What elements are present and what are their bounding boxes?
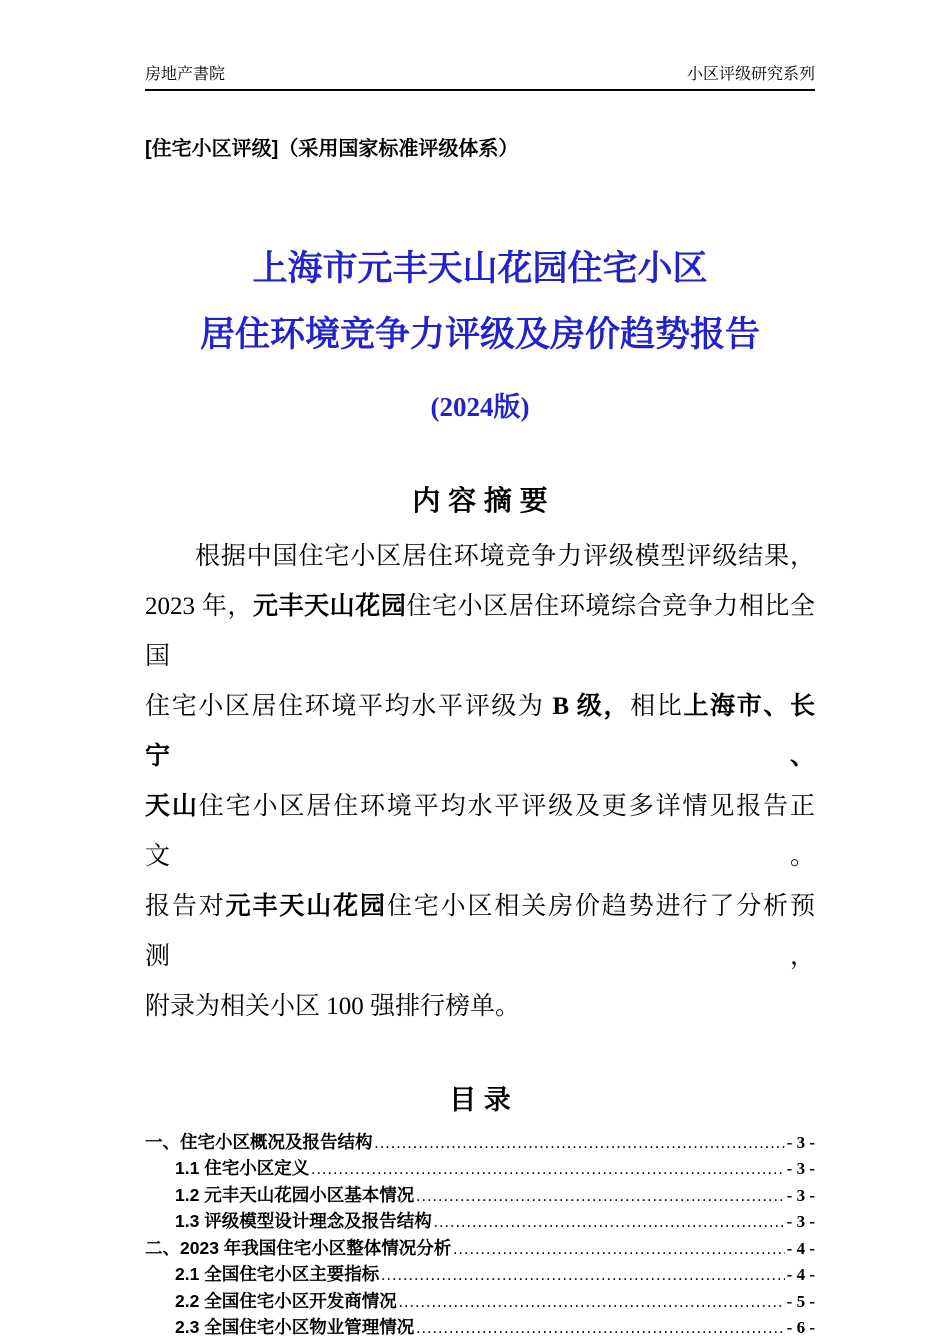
text-segment: 附录为相关小区 100 强排行榜单。 (145, 993, 521, 1021)
report-title-line1: 上海市元丰天山花园住宅小区 (252, 249, 708, 288)
toc-item[interactable] (145, 1236, 815, 1263)
text-segment-bold: 元丰天山花园 (225, 893, 387, 921)
toc-leader-dots (453, 1236, 784, 1263)
summary-line (145, 782, 815, 882)
text-segment: 住宅小区居住环境平均水平评级为 (145, 693, 553, 721)
toc-item[interactable] (145, 1315, 815, 1342)
toc-item-label: 一、住宅小区概况及报告结构 (145, 1131, 373, 1152)
text-segment: 住宅小区居住环境综合竞争力相比全国 (145, 593, 815, 671)
toc-item[interactable] (145, 1209, 815, 1236)
summary-line (145, 982, 815, 1032)
text-segment: 2023 年， (145, 593, 253, 621)
text-segment: 报告对 (145, 893, 226, 921)
summary-line (145, 682, 815, 782)
toc-page-number: - 4 - (786, 1265, 815, 1285)
toc-page-number: - 3 - (786, 1159, 815, 1179)
toc-page-number: - 3 - (786, 1212, 815, 1232)
summary-heading: 内 容 摘 要 (412, 484, 548, 516)
toc-item[interactable] (145, 1183, 815, 1210)
toc-heading: 目 录 (449, 1085, 511, 1116)
toc-leader-dots (416, 1315, 784, 1342)
header-left-text: 房地产書院 (145, 66, 226, 83)
toc-item-label: 1.3 评级模型设计理念及报告结构 (175, 1211, 432, 1232)
toc-page-number: - 3 - (786, 1185, 815, 1205)
text-segment: 相比 (630, 693, 684, 721)
toc-page-number: - 3 - (786, 1132, 815, 1152)
toc-item[interactable] (145, 1130, 815, 1157)
toc-leader-dots (311, 1156, 784, 1183)
toc-item[interactable] (145, 1289, 815, 1316)
toc-page-number: - 4 - (786, 1238, 815, 1258)
report-edition: (2024版) (430, 391, 530, 422)
toc-item-label: 2.2 全国住宅小区开发商情况 (175, 1290, 397, 1311)
page-header (145, 66, 815, 91)
text-segment: 住宅小区居住环境平均水平评级及更多详情见报告正文。 (145, 793, 815, 871)
summary-line (145, 532, 815, 582)
text-segment: 住宅小区相关房价趋势进行了分析预测， (145, 893, 815, 971)
toc-leader-dots (399, 1289, 785, 1316)
summary-line (145, 882, 815, 982)
table-of-contents (145, 1130, 815, 1344)
toc-leader-dots (434, 1209, 785, 1236)
toc-item-label: 2.1 全国住宅小区主要指标 (175, 1264, 380, 1285)
report-title-line2: 居住环境竞争力评级及房价趋势报告 (199, 314, 760, 354)
toc-page-number: - 6 - (786, 1318, 815, 1338)
text-segment-bold: 元丰天山花园 (252, 593, 407, 621)
toc-leader-dots (416, 1183, 784, 1210)
toc-item-label: 1.2 元丰天山花园小区基本情况 (175, 1184, 415, 1205)
toc-page-number: - 5 - (786, 1291, 815, 1311)
text-segment: 根据中国住宅小区居住环境竞争力评级模型评级结果， (195, 543, 815, 571)
toc-item-label: 1.1 住宅小区定义 (175, 1158, 310, 1179)
header-right-text: 小区评级研究系列 (686, 66, 815, 83)
toc-leader-dots (375, 1130, 785, 1157)
toc-item[interactable] (145, 1156, 815, 1183)
text-segment-bold: B 级， (552, 693, 631, 721)
text-segment-bold: 上海市、长宁、 (145, 693, 815, 771)
toc-item-label: 二、2023 年我国住宅小区整体情况分析 (145, 1237, 452, 1258)
toc-item[interactable] (145, 1262, 815, 1289)
toc-leader-dots (381, 1262, 784, 1289)
report-title-block (145, 251, 815, 424)
summary-line (145, 582, 815, 682)
toc-item-label: 2.3 全国住宅小区物业管理情况 (175, 1317, 415, 1338)
summary-paragraph (145, 532, 815, 1032)
text-segment-bold: 天山 (145, 793, 199, 821)
classification-line: [住宅小区评级]（采用国家标准评级体系） (145, 138, 519, 160)
